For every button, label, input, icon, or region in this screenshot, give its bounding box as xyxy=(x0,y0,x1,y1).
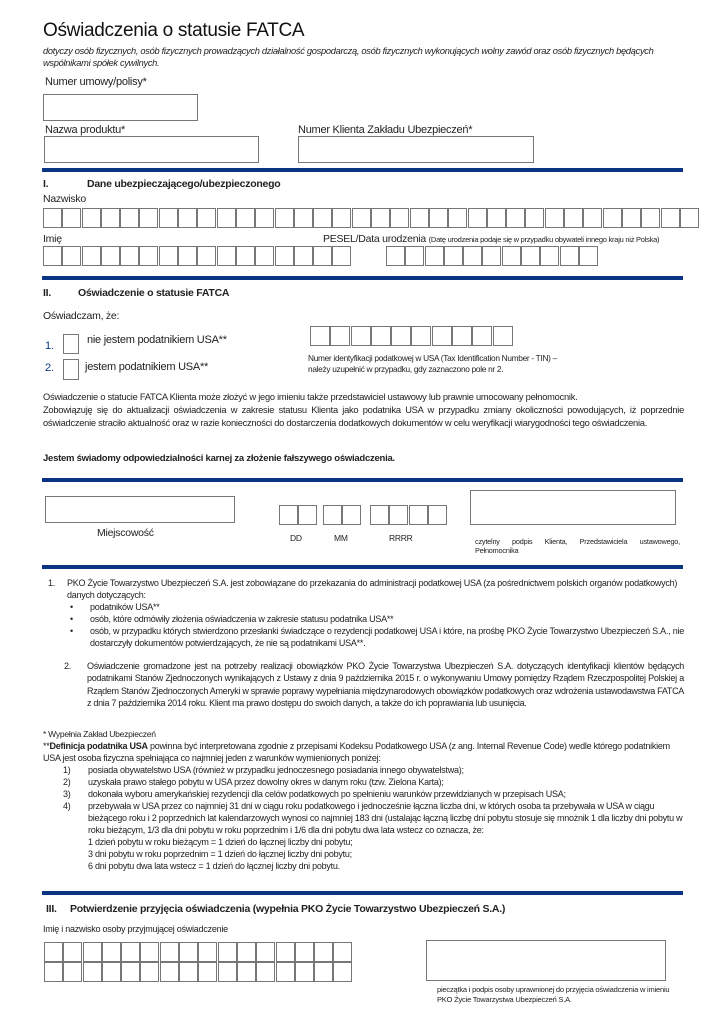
not-us-taxpayer-checkbox[interactable] xyxy=(63,334,79,354)
character-cell[interactable] xyxy=(82,246,101,266)
condition-number: 1) xyxy=(63,765,71,775)
character-cell[interactable] xyxy=(159,208,178,228)
character-cell[interactable] xyxy=(521,246,540,266)
character-cell[interactable] xyxy=(63,942,82,962)
page-title: Oświadczenia o statusie FATCA xyxy=(43,20,305,41)
character-cell[interactable] xyxy=(560,246,579,266)
day-label: DD xyxy=(290,533,302,543)
character-cell[interactable] xyxy=(333,962,352,982)
character-cell[interactable] xyxy=(330,326,350,346)
place-label: Miejscowość xyxy=(97,527,154,539)
year-label: RRRR xyxy=(389,533,413,543)
character-cell[interactable] xyxy=(295,942,314,962)
character-cell[interactable] xyxy=(140,962,159,982)
character-cell[interactable] xyxy=(444,246,463,266)
character-cell[interactable] xyxy=(179,962,198,982)
character-cell[interactable] xyxy=(121,942,140,962)
divider xyxy=(42,891,683,895)
character-cell[interactable] xyxy=(44,942,63,962)
liability-statement: Jestem świadomy odpowiedzialności karnej za złożenie fałszywego oświadczenia. xyxy=(43,453,395,464)
pesel-note: (Datę urodzenia podaje się w przypadku obywateli innego kraju niż Polska) xyxy=(428,235,660,244)
character-cell[interactable] xyxy=(160,942,179,962)
first-name-cells[interactable] xyxy=(43,246,352,266)
character-cell[interactable] xyxy=(314,942,333,962)
place-input[interactable] xyxy=(45,496,235,523)
character-cell[interactable] xyxy=(389,505,408,525)
character-cell[interactable] xyxy=(294,208,313,228)
character-cell[interactable] xyxy=(102,962,121,982)
character-cell[interactable] xyxy=(197,208,216,228)
character-cell[interactable] xyxy=(661,208,680,228)
character-cell[interactable] xyxy=(43,246,62,266)
character-cell[interactable] xyxy=(487,208,506,228)
character-cell[interactable] xyxy=(255,246,274,266)
character-cell[interactable] xyxy=(391,326,411,346)
character-cell[interactable] xyxy=(371,326,391,346)
section-3-title: Potwierdzenie przyjęcia oświadczenia (wypełnia PKO Życie Towarzystwo Ubezpieczeń S.A.) xyxy=(70,903,506,915)
character-cell[interactable] xyxy=(371,208,390,228)
character-cell[interactable] xyxy=(545,208,564,228)
character-cell[interactable] xyxy=(583,208,602,228)
stamp-caption: pieczątka i podpis osoby uprawnionej do przyjęcia oświadczenia w imieniu PKO Życie Towarzystwa Ubezpieczeń S.A. xyxy=(437,985,670,1004)
info-1-text: PKO Życie Towarzystwo Ubezpieczeń S.A. jest zobowiązane do przekazania do administracji podatkowej USA (za pośrednictwem polskich organów podatkowych) danych dotyczących: xyxy=(67,578,678,600)
character-cell[interactable] xyxy=(275,208,294,228)
info-bullet: • podatników USA** xyxy=(70,601,684,613)
character-cell[interactable] xyxy=(294,246,313,266)
character-cell[interactable] xyxy=(579,246,598,266)
character-cell[interactable] xyxy=(160,962,179,982)
character-cell[interactable] xyxy=(140,942,159,962)
section-3-number: III. xyxy=(46,903,57,915)
character-cell[interactable] xyxy=(463,246,482,266)
character-cell[interactable] xyxy=(279,505,298,525)
character-cell[interactable] xyxy=(295,962,314,982)
character-cell[interactable] xyxy=(332,208,351,228)
character-cell[interactable] xyxy=(468,208,487,228)
footnote-2-marker: ** xyxy=(43,741,50,751)
character-cell[interactable] xyxy=(680,208,699,228)
character-cell[interactable] xyxy=(121,962,140,982)
policy-number-input[interactable] xyxy=(43,94,198,121)
day-rule: 6 dni pobytu dwa lata wstecz = 1 dzień do łącznej liczby dni pobytu. xyxy=(88,861,340,871)
option-2-number: 2. xyxy=(45,362,54,374)
update-obligation: Zobowiązuję się do aktualizacji oświadczenia w zakresie statusu Klienta jako podatnika USA w przypadku zmiany okoliczności powodujących, iż poprzednie oświadczenie straciło aktualność oraz w razie konieczności do dostarczenia dodatkowych dokumentów w celu weryfikacji wiarygodności tego oświadczenia. xyxy=(43,405,684,428)
footnote-1: * Wypełnia Zakład Ubezpieczeń xyxy=(43,729,156,739)
declare-label: Oświadczam, że: xyxy=(43,310,120,322)
footnote-2-text: powinna być interpretowana zgodnie z przepisami Kodeksu Podatkowego USA (z ang. Internal Revenue Code) wedle którego podatnikiem USA jest osoba fizyczna spełniająca co najmniej jeden z warunków wymienionych poniżej: xyxy=(43,741,670,763)
character-cell[interactable] xyxy=(482,246,501,266)
character-cell[interactable] xyxy=(540,246,559,266)
character-cell[interactable] xyxy=(351,326,371,346)
character-cell[interactable] xyxy=(428,505,447,525)
character-cell[interactable] xyxy=(217,246,236,266)
character-cell[interactable] xyxy=(429,208,448,228)
pesel-label-text: PESEL/Data urodzenia xyxy=(323,233,426,245)
first-name-label: Imię xyxy=(43,233,62,245)
footnote-2 xyxy=(43,740,688,872)
day-rule: 1 dzień pobytu w roku bieżącym = 1 dzień do łącznej liczby dni pobytu; xyxy=(88,837,353,847)
condition-number: 2) xyxy=(63,777,71,787)
character-cell[interactable] xyxy=(178,246,197,266)
signature-box[interactable] xyxy=(470,490,676,525)
tin-note: Numer identyfikacji podatkowej w USA (Tax Identification Number - TIN) – należy uzupełnić w przypadku, gdy zaznaczono pole nr 2. xyxy=(308,353,557,374)
character-cell[interactable] xyxy=(83,962,102,982)
character-cell[interactable] xyxy=(310,326,330,346)
option-1-label: nie jestem podatnikiem USA** xyxy=(87,334,227,346)
character-cell[interactable] xyxy=(62,246,81,266)
character-cell[interactable] xyxy=(342,505,361,525)
character-cell[interactable] xyxy=(411,326,431,346)
character-cell[interactable] xyxy=(405,246,424,266)
character-cell[interactable] xyxy=(236,246,255,266)
character-cell[interactable] xyxy=(370,505,389,525)
character-cell[interactable] xyxy=(256,942,275,962)
policy-number-label: Numer umowy/polisy* xyxy=(45,76,147,88)
character-cell[interactable] xyxy=(493,326,513,346)
character-cell[interactable] xyxy=(502,246,521,266)
product-name-label: Nazwa produktu* xyxy=(45,124,126,136)
section-2-number: II. xyxy=(43,287,52,299)
character-cell[interactable] xyxy=(352,208,371,228)
condition-text: uzyskała prawo stałego pobytu w USA przez dowolny okres w danym roku (tzw. Zielona Karta); xyxy=(88,777,444,787)
character-cell[interactable] xyxy=(198,942,217,962)
character-cell[interactable] xyxy=(256,962,275,982)
day-rule: 3 dni pobytu w roku poprzednim = 1 dzień do łącznej liczby dni pobytu; xyxy=(88,849,352,859)
character-cell[interactable] xyxy=(179,942,198,962)
character-cell[interactable] xyxy=(276,942,295,962)
pesel-label xyxy=(323,233,659,245)
character-cell[interactable] xyxy=(197,246,216,266)
receiver-name-cells-row-1[interactable] xyxy=(44,942,353,962)
character-cell[interactable] xyxy=(603,208,622,228)
divider xyxy=(42,565,683,569)
condition-number: 3) xyxy=(63,789,71,799)
character-cell[interactable] xyxy=(198,962,217,982)
character-cell[interactable] xyxy=(622,208,641,228)
character-cell[interactable] xyxy=(101,246,120,266)
character-cell[interactable] xyxy=(425,246,444,266)
section-1-title: Dane ubezpieczającego/ubezpieczonego xyxy=(87,178,281,190)
character-cell[interactable] xyxy=(63,962,82,982)
character-cell[interactable] xyxy=(217,208,236,228)
character-cell[interactable] xyxy=(43,208,62,228)
character-cell[interactable] xyxy=(386,246,405,266)
condition-text: posiada obywatelstwo USA (również w przypadku jednoczesnego posiadania innego obywatelstwa); xyxy=(88,765,464,775)
character-cell[interactable] xyxy=(333,942,352,962)
month-label: MM xyxy=(334,533,348,543)
divider xyxy=(42,478,683,482)
character-cell[interactable] xyxy=(390,208,409,228)
info-bullet: • osób, które odmówiły złożenia oświadczenia w zakresie statusu podatnika USA** xyxy=(70,613,684,625)
receiver-name-cells-row-2[interactable] xyxy=(44,962,353,982)
year-cells[interactable] xyxy=(370,505,447,525)
character-cell[interactable] xyxy=(139,246,158,266)
character-cell[interactable] xyxy=(564,208,583,228)
character-cell[interactable] xyxy=(120,246,139,266)
receiver-name-label: Imię i nazwisko osoby przyjmującej oświadczenie xyxy=(43,924,228,934)
character-cell[interactable] xyxy=(120,208,139,228)
character-cell[interactable] xyxy=(525,208,544,228)
info-2-text: Oświadczenie gromadzone jest na potrzeby realizacji obowiązków PKO Życie Towarzystwa Ubezpieczeń S.A. dotyczących identyfikacji klientów będących podatnikami Stanów Zjednoczonych wynikających z Ustawy z dnia 9 października 2015 r. o wykonywaniu Umowy pomiędzy Rządem Rzeczpospolitej Polskiej a Rządem Stanów Zjednoczonych Ameryki w sprawie poprawy wypełniania międzynarodowych obowiązków podatkowych oraz wdrożenia ustawodawstwa FATCA z dnia 7 października 2014 roku. Klient ma prawo dostępu do swoich danych, a także do ich poprawiania lub usunięcia. xyxy=(87,661,684,708)
condition-text: dokonała wyboru amerykańskiej rezydencji dla celów podatkowych po spełnieniu warunków przewidzianych w przepisach USA; xyxy=(88,789,566,799)
option-2-label: jestem podatnikiem USA** xyxy=(85,361,209,373)
character-cell[interactable] xyxy=(448,208,467,228)
character-cell[interactable] xyxy=(641,208,660,228)
pesel-cells[interactable] xyxy=(386,246,598,266)
character-cell[interactable] xyxy=(313,246,332,266)
character-cell[interactable] xyxy=(275,246,294,266)
character-cell[interactable] xyxy=(472,326,492,346)
character-cell[interactable] xyxy=(255,208,274,228)
footnote-2-bold: Definicja podatnika USA xyxy=(49,741,148,751)
character-cell[interactable] xyxy=(314,962,333,982)
character-cell[interactable] xyxy=(410,208,429,228)
tin-cells[interactable] xyxy=(310,326,513,346)
representative-note: Oświadczenie o statucie FATCA Klienta może złożyć w jego imieniu także przedstawiciel ustawowy lub prawnie umocowany pełnomocnik. xyxy=(43,392,578,402)
character-cell[interactable] xyxy=(332,246,351,266)
us-taxpayer-checkbox[interactable] xyxy=(63,359,79,380)
character-cell[interactable] xyxy=(237,962,256,982)
character-cell[interactable] xyxy=(409,505,428,525)
character-cell[interactable] xyxy=(298,505,317,525)
character-cell[interactable] xyxy=(218,942,237,962)
condition-text: przebywała w USA przez co najmniej 31 dni w ciągu roku podatkowego i jednocześnie łączna liczba dni, w których osoba ta przebywała w USA w ciągu bieżącego roku i 2 poprzednich lat kalendarzowych wynosi co najmniej 183 dni (ustalając łączną liczbę dni pobytu stosuje się mnożnik 1 dla liczby dni pobytu w roku bieżącym, 1/3 dla dni pobytu w roku poprzednim i 1/6 dla dni pobytu dwa lata wstecz co oznacza, że: xyxy=(88,801,683,835)
month-cells[interactable] xyxy=(323,505,362,525)
info-1-number: 1. xyxy=(48,578,56,588)
character-cell[interactable] xyxy=(102,942,121,962)
character-cell[interactable] xyxy=(506,208,525,228)
character-cell[interactable] xyxy=(452,326,472,346)
signature-caption: czytelny podpis Klienta, Przedstawiciela ustawowego, Pełnomocnika xyxy=(475,537,680,555)
divider xyxy=(42,276,683,280)
stamp-signature-box[interactable] xyxy=(426,940,666,981)
character-cell[interactable] xyxy=(62,208,81,228)
character-cell[interactable] xyxy=(101,208,120,228)
client-number-input[interactable] xyxy=(298,136,534,163)
character-cell[interactable] xyxy=(236,208,255,228)
character-cell[interactable] xyxy=(159,246,178,266)
character-cell[interactable] xyxy=(432,326,452,346)
character-cell[interactable] xyxy=(218,962,237,982)
section-1-number: I. xyxy=(43,178,49,190)
divider xyxy=(42,168,683,172)
subtitle: dotyczy osób fizycznych, osób fizycznych prowadzących działalność gospodarczą, osób fizycznych wykonujących wolny zawód oraz osób fizycznych będących wspólnikami spółek cywilnych. xyxy=(43,46,654,68)
client-number-label: Numer Klienta Zakładu Ubezpieczeń* xyxy=(298,124,473,136)
surname-cells[interactable] xyxy=(43,208,699,228)
condition-number: 4) xyxy=(63,801,71,811)
character-cell[interactable] xyxy=(237,942,256,962)
character-cell[interactable] xyxy=(323,505,342,525)
product-name-input[interactable] xyxy=(44,136,259,163)
surname-label: Nazwisko xyxy=(43,193,86,205)
character-cell[interactable] xyxy=(83,942,102,962)
info-bullet: • osób, w przypadku których stwierdzono przesłanki świadczące o rezydencji podatkowej USA i które, na prośbę PKO Życie Towarzystwo Ubezpieczeń S.A., nie dostarczyły dokumentów potwierdzających, że nie są podatnikami USA**. xyxy=(70,625,684,649)
character-cell[interactable] xyxy=(82,208,101,228)
info-1 xyxy=(67,577,684,649)
character-cell[interactable] xyxy=(178,208,197,228)
option-1-number: 1. xyxy=(45,340,54,352)
section-2-title: Oświadczenie o statusie FATCA xyxy=(78,287,230,299)
character-cell[interactable] xyxy=(44,962,63,982)
character-cell[interactable] xyxy=(139,208,158,228)
character-cell[interactable] xyxy=(276,962,295,982)
character-cell[interactable] xyxy=(313,208,332,228)
day-cells[interactable] xyxy=(279,505,318,525)
info-2-number: 2. xyxy=(64,661,72,671)
